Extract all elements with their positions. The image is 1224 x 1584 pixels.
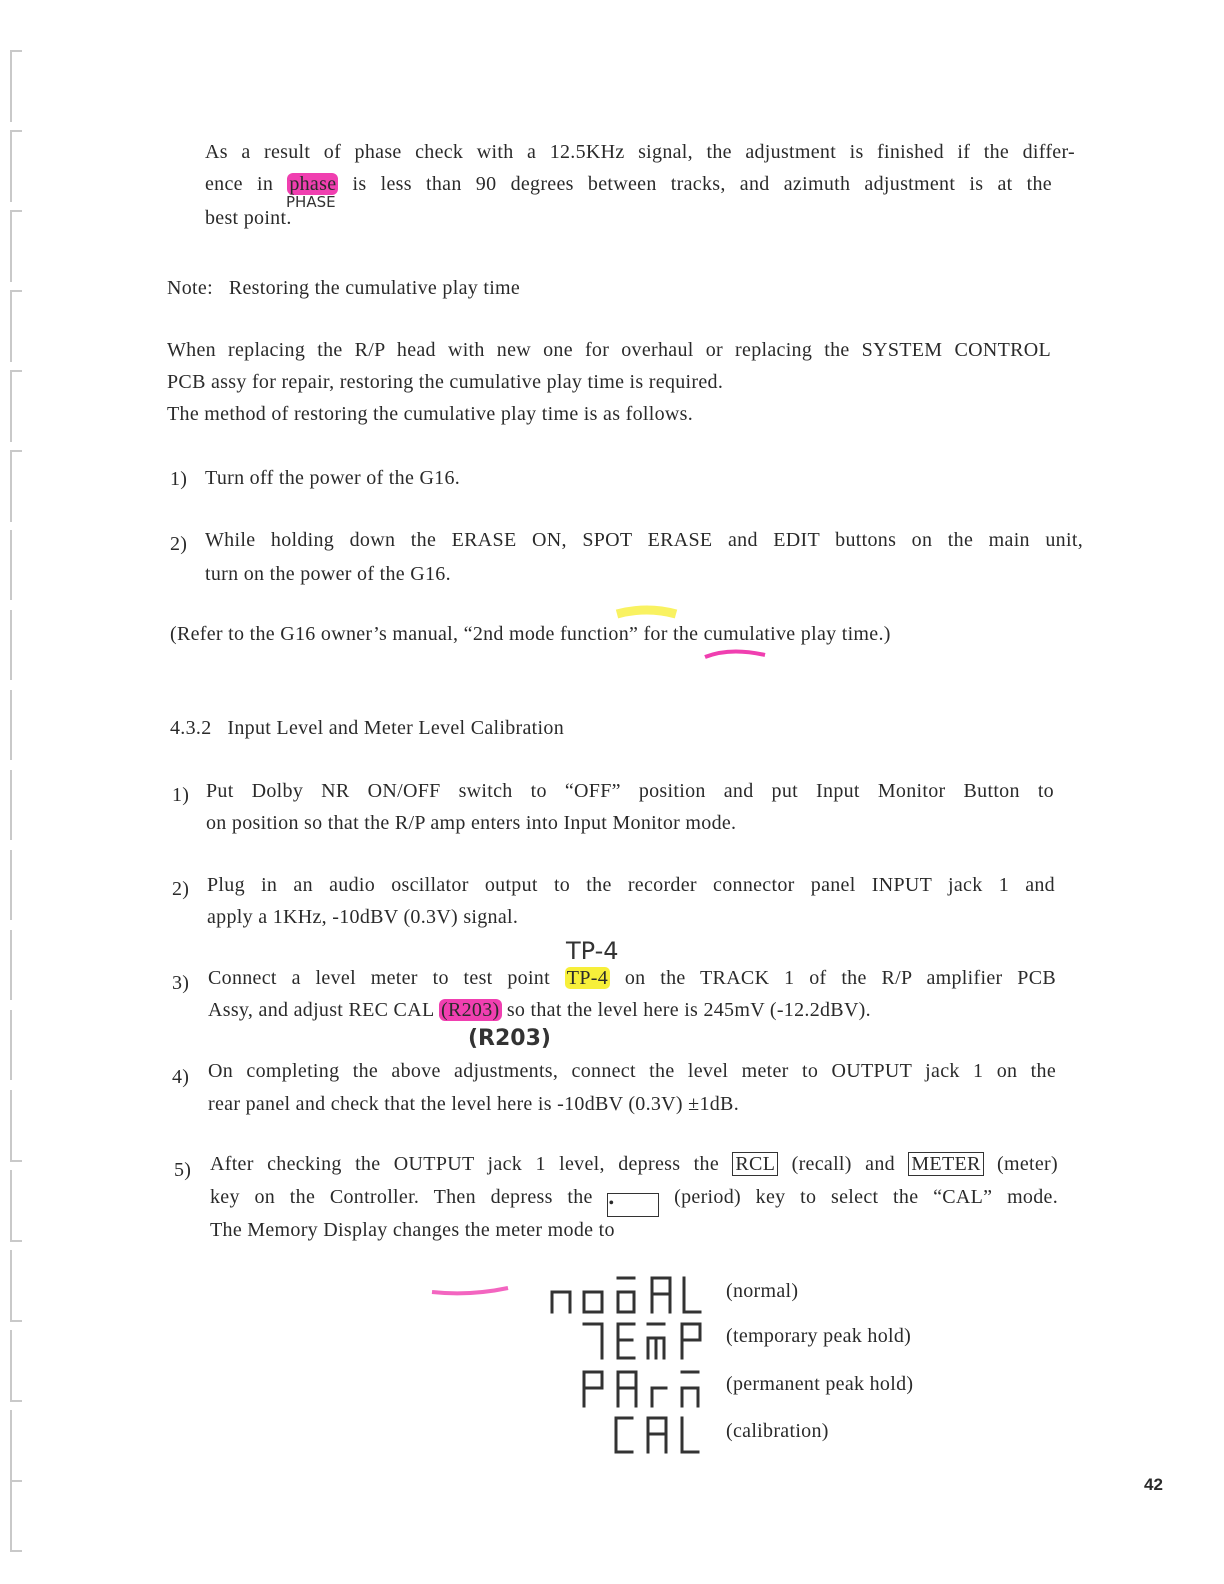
intro-line-2-post: is less than 90 degrees between tracks, and azimuth adjustment is at the (352, 173, 1052, 195)
note-label: Note: (167, 277, 213, 299)
highlight-phase: phase (289, 173, 337, 195)
handwritten-tp4: TP-4 (566, 937, 619, 965)
step-b3-line-1-post: on the TRACK 1 of the R/P amplifier PCB (624, 967, 1056, 989)
handwritten-r203: (R203) (468, 1026, 551, 1051)
step-b1-number: 1) (172, 784, 190, 806)
step-b5-line-2-pre: key on the Controller. Then depress the (210, 1186, 593, 1208)
step-b4-line-1: On completing the above adjustments, connect the level meter to OUTPUT jack 1 on the (208, 1060, 1056, 1082)
intro-line-1: As a result of phase check with a 12.5KHz signal, the adjustment is finished if the differ- (205, 141, 1075, 163)
step-b4-number: 4) (172, 1066, 190, 1088)
step-b3-line-1-pre: Connect a level meter to test point (208, 967, 550, 989)
period-key: • (607, 1193, 659, 1217)
section-number: 4.3.2 (170, 717, 212, 739)
step-b5-line-1-pre: After checking the OUTPUT jack 1 level, depress the (210, 1153, 720, 1175)
step-b2-line-1: Plug in an audio oscillator output to the recorder connector panel INPUT jack 1 and (207, 874, 1055, 896)
meter-key: METER (908, 1152, 983, 1176)
yellow-smudge (612, 600, 682, 630)
page-number: 42 (1144, 1475, 1163, 1494)
step-b5-line-1-mid: (recall) and (791, 1153, 895, 1175)
restore-line-1: When replacing the R/P head with new one for overhaul or replacing the SYSTEM CONTROL (167, 339, 1051, 361)
intro-line-2-pre: ence in (205, 173, 274, 195)
step-b3-line-2-pre: Assy, and adjust REC CAL (208, 999, 434, 1021)
handwritten-phase: PHASE (286, 193, 336, 211)
step-b5-line-3: The Memory Display changes the meter mode to (210, 1219, 615, 1241)
section-title: Input Level and Meter Level Calibration (227, 717, 564, 739)
note-heading (167, 272, 520, 304)
step-b5-line-2-post: (period) key to select the “CAL” mode. (674, 1186, 1058, 1208)
intro-line-3: best point. (205, 207, 292, 229)
step-b3-number: 3) (172, 972, 190, 994)
mode-temporary-desc: (temporary peak hold) (726, 1325, 912, 1347)
note-title: Restoring the cumulative play time (228, 277, 521, 299)
step-b2-number: 2) (172, 878, 190, 900)
mode-permanent-desc: (permanent peak hold) (726, 1373, 914, 1395)
step-b5-line-1 (210, 1148, 1058, 1180)
highlight-r203: (R203) (441, 999, 500, 1021)
step-a1-number: 1) (170, 468, 188, 490)
rcl-key: RCL (732, 1152, 778, 1176)
step-b3-line-2 (208, 994, 871, 1026)
step-b5-line-1-post: (meter) (997, 1153, 1058, 1175)
step-a2-number: 2) (170, 533, 188, 555)
mode-calibration-desc: (calibration) (726, 1420, 829, 1442)
step-b5-number: 5) (174, 1159, 192, 1181)
mode-normal-desc: (normal) (726, 1280, 799, 1302)
step-b3-line-2-post: so that the level here is 245mV (-12.2dBV). (506, 999, 871, 1021)
step-b5-line-2 (210, 1181, 1058, 1217)
step-b1-line-1: Put Dolby NR ON/OFF switch to “OFF” position and put Input Monitor Button to (206, 780, 1054, 802)
step-b3-line-1 (208, 962, 1056, 994)
refer-note: (Refer to the G16 owner’s manual, “2nd mode function” for the cumulative play time.) (170, 623, 891, 645)
highlight-tp4: TP-4 (566, 967, 608, 989)
step-a2-line-2: turn on the power of the G16. (205, 563, 451, 585)
binding-marks (10, 40, 24, 1550)
restore-line-2: PCB assy for repair, restoring the cumulative play time is required. (167, 371, 724, 393)
section-heading (170, 712, 564, 744)
pink-smudge-1 (700, 645, 770, 675)
step-a2-line-1: While holding down the ERASE ON, SPOT ERASE and EDIT buttons on the main unit, (205, 529, 1083, 551)
step-b2-line-2: apply a 1KHz, -10dBV (0.3V) signal. (207, 906, 519, 928)
step-a1-text: Turn off the power of the G16. (205, 467, 461, 489)
restore-line-3: The method of restoring the cumulative play time is as follows. (167, 403, 694, 425)
step-b1-line-2: on position so that the R/P amp enters into Input Monitor mode. (206, 812, 737, 834)
step-b4-line-2: rear panel and check that the level here is -10dBV (0.3V) ±1dB. (208, 1093, 739, 1115)
pink-smudge-2 (420, 1282, 520, 1322)
